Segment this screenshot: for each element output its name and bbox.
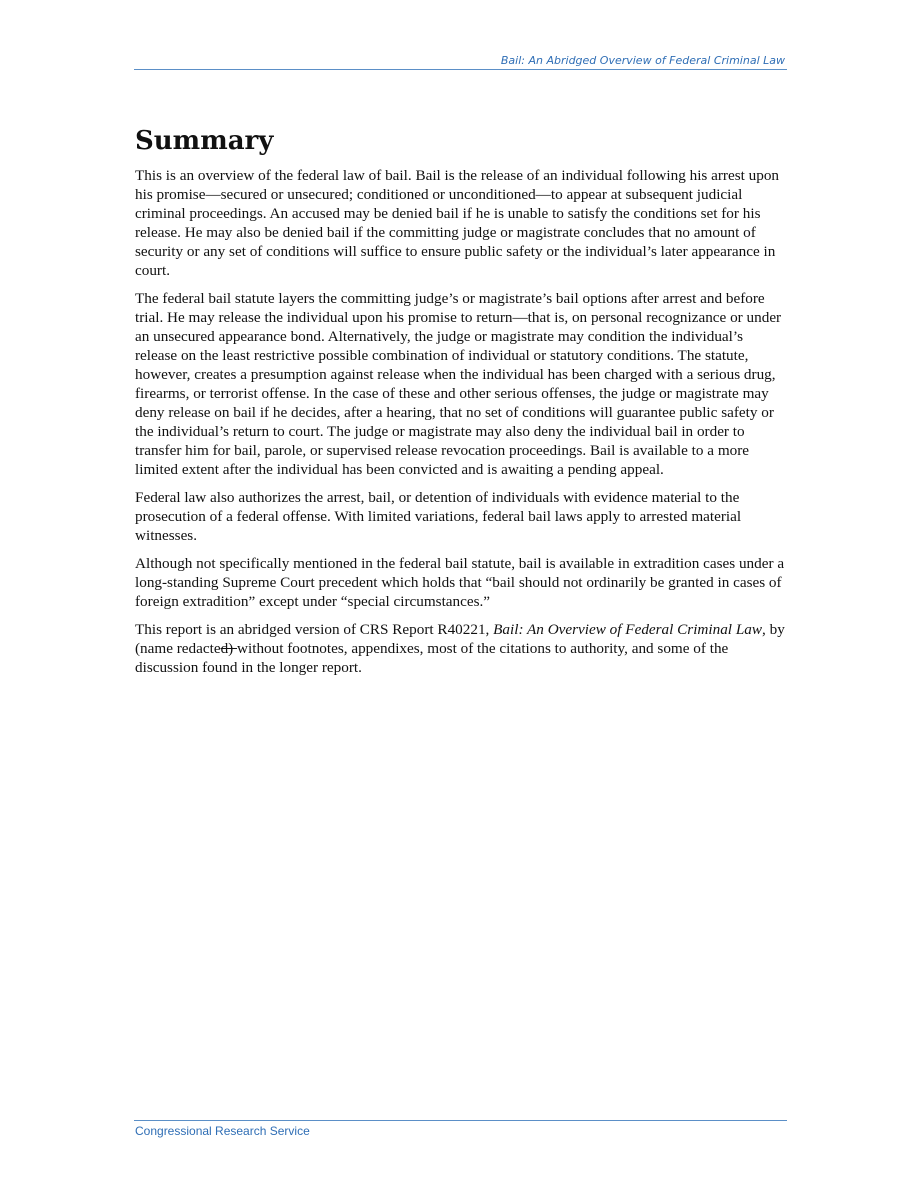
report-title: Bail: An Overview of Federal Criminal Law [493, 621, 762, 638]
author-text: , by (name redacte [135, 621, 785, 657]
summary-paragraph-1: This is an overview of the federal law of bail. Bail is the release of an individual following his arrest upon his promise—secured or unsecured; conditioned or unconditioned—to appear at subsequent judicial criminal proceedings. An accused may be denied bail if he is unable to satisfy the conditions set for his release. He may also be denied bail if the committing judge or magistrate concludes that no amount of security or any set of conditions will suffice to ensure public safety or the individual’s later appearance in court. [135, 167, 780, 279]
summary-paragraph-3: Federal law also authorizes the arrest, bail, or detention of individuals with evidence material to the prosecution of a federal offense. With limited variations, federal bail laws apply to arrested material witnesses. [135, 489, 742, 544]
running-header [134, 54, 787, 70]
report-description-text: without footnotes, appendixes, most of the citations to authority, and some of the discussion found in the longer report. [135, 640, 729, 676]
summary-paragraph-4: Although not specifically mentioned in the federal bail statute, bail is available in extradition cases under a long-standing Supreme Court precedent which holds that “bail should not ordinarily be granted in cases of foreign extradition” except under “special circumstances.” [135, 555, 785, 610]
summary-section [135, 124, 787, 686]
summary-paragraph-5 [135, 620, 787, 677]
running-header-title: Bail: An Abridged Overview of Federal Criminal Law [500, 54, 785, 67]
struck-text: d) [220, 640, 238, 657]
section-heading: Summary [135, 126, 274, 156]
summary-paragraph-2: The federal bail statute layers the committing judge’s or magistrate’s bail options after arrest and before trial. He may release the individual upon his promise to return—that is, on personal recognizance or under an unsecured appearance bond. Alternatively, the judge or magistrate may condition the individual’s release on the least restrictive possible combination of individual or statutory conditions. The statute, however, creates a presumption against release when the individual has been charged with a serious drug, firearms, or terrorist offense. In the case of these and other serious offenses, the judge or magistrate may deny release on bail if he decides, after a hearing, that no set of conditions will guarantee public safety or the individual’s return to court. The judge or magistrate may also deny the individual bail in order to transfer him for bail, parole, or supervised release revocation proceedings. Bail is available to a more limited extent after the individual has been convicted and is awaiting a pending appeal. [135, 290, 782, 478]
footer-organization: Congressional Research Service [135, 1124, 310, 1138]
running-footer [134, 1120, 787, 1138]
report-reference-text: This report is an abridged version of CRS Report R40221, [135, 621, 494, 638]
